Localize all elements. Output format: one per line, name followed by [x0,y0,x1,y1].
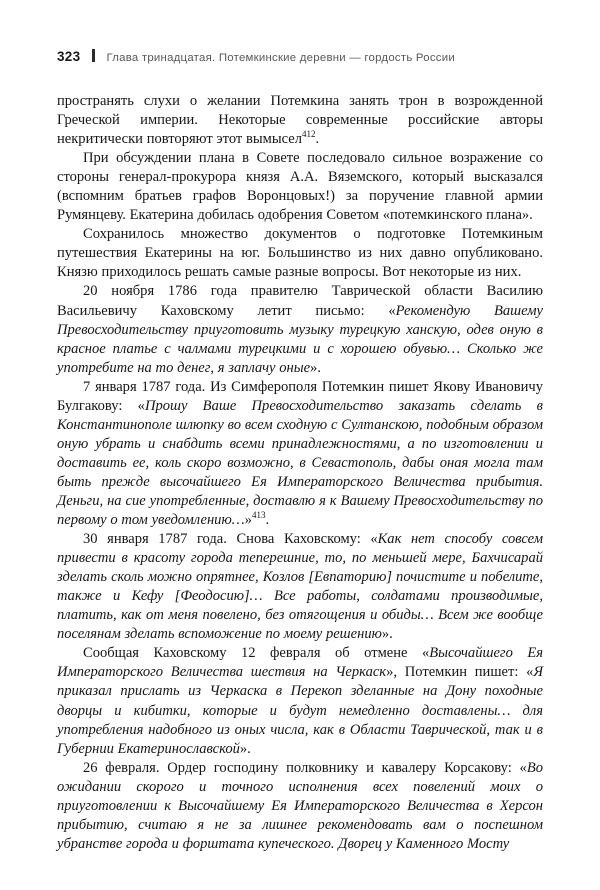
paragraph [57,92,543,149]
paragraph [57,759,543,854]
text-run: », Потемкин пишет: « [386,664,534,681]
running-head [57,48,455,64]
paragraph [57,282,543,377]
text-run: При обсуждении плана в Совете последовало сильное возражение со стороны генерал-прокурора князя А.А. Вяземского, который высказался (вспомним братьев графов Воронцовых!) за поручение главной армии Румянцеву. Екатерина добилась одобрения Советом «потемкинского плана». [57,150,543,224]
paragraph [57,225,543,282]
quoted-text: Рекомендую Вашему Превосходительству приуготовить музыку турецкую ханскую, одев оную в красное платье с чалмами турецкими и с хорошею обувью… Сколько же употребите на то денег, я заплачу оные [57,302,543,376]
chapter-title: Глава тринадцатая. Потемкинские деревни — гордость России [106,52,455,64]
body-text-block [57,92,543,854]
text-run: . [315,131,320,148]
paragraph [57,644,543,758]
text-run: пространять слухи о желании Потемкина занять трон в возрожденной Греческой империи. Некоторые современные российские авторы некритически повторяют этот вымысел [57,93,543,148]
text-run: » [244,512,252,529]
quoted-text: Прошу Ваше Превосходительство заказать сделать в Константинополе шлюпку во всем сходную с Султанскою, подобным образом оную убрать и снабдить всеми принадлежностями, а по изготовлении и доставить ее, коль скоро возможно, в Севастополь, дабы оная могла там быть прежде высочайшего Ея Императорского Величества прибытия. Деньги, на сие употребленные, доставлю я к Вашему Превосходительству по первому о том уведомлению… [57,397,543,529]
quoted-text: Высочайшего Ея Императорского Величества шествия на Черкаск [57,645,543,681]
text-run: Сохранилось множество документов о подготовке Потемкиным путешествия Екатерины на юг. Большинство из них давно опубликовано. Князю приходилось решать самые разные вопросы. Вот некоторые из них. [57,226,543,281]
footnote-reference: 413 [251,510,266,521]
text-run: 20 ноября 1786 года правителю Таврической области Василию Васильевичу Каховскому летит письмо: « [57,283,543,319]
footnote-reference: 412 [301,129,316,140]
paragraph [57,530,543,644]
quoted-text: Во ожидании скорого и точного исполнения всех повелений моих о приуготовлении к Высочайшему Ея Императорского Величества в Херсон прибытию, считаю я не за лишнее рекомендовать вам о поспешном убранстве города и форштата купеческого. Дворец у Каменного Мосту [57,759,543,852]
paragraph [57,149,543,225]
text-run: 7 января 1787 года. Из Симферополя Потемкин пишет Якову Ивановичу Булгакову: « [57,378,543,414]
text-run: ». [310,359,321,376]
paragraph [57,378,543,530]
quoted-text: Я приказал прислать из Черкаска в Перекоп зделанные на Дону походные дворцы и кибитки, которые и будут немедленно доставлены… для употребления надобного из оных числа, как в Области Таврической, так и в Губернии Екатеринославской [57,664,543,757]
text-run: ». [239,740,251,757]
page-number: 323 [57,49,81,64]
text-run: ». [381,626,393,643]
text-run: 26 февраля. Ордер господину полковнику и кавалеру Корсакову: « [83,759,527,776]
text-run: . [265,512,270,529]
header-separator-bar [92,49,95,62]
quoted-text: Как нет способу совсем привести в красоту города теперешние, то, по меньшей мере, Бахчисарай зделать сколь можно опрятнее, Козлов [Евпаторию] почистите и побелите, также и Кефу [Феодосию]… Все работы, солдатами производимые, платить, как от меня повелено, без отягощения и обиды… Всем же вообще поселянам зделать вспоможение по моему решению [57,531,543,643]
text-run: Сообщая Каховскому 12 февраля об отмене « [83,645,430,662]
text-run: 30 января 1787 года. Снова Каховскому: « [83,531,378,548]
